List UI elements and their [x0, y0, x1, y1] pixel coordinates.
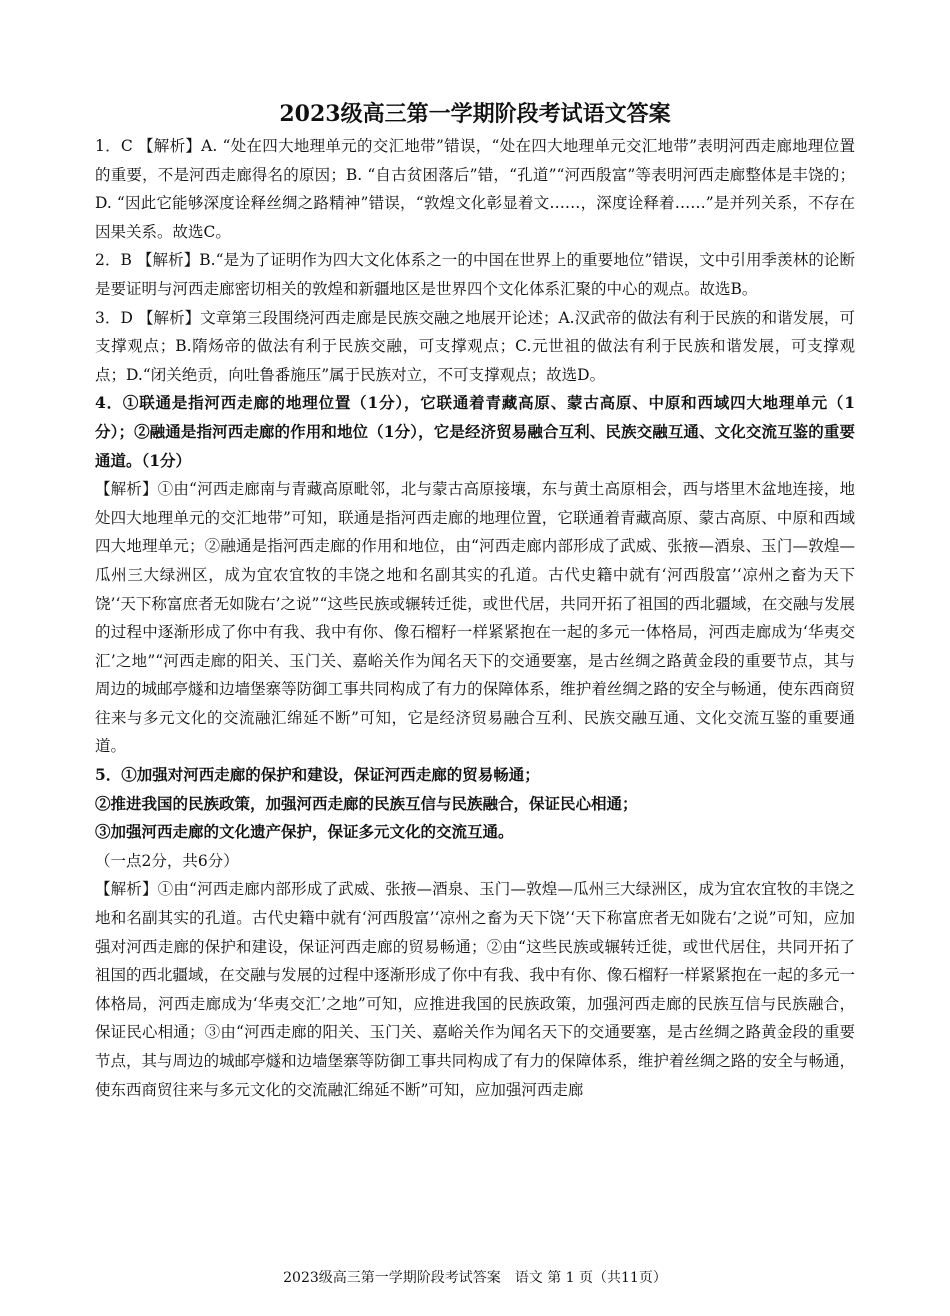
question-5-analysis: 【解析】①由“河西走廊内部形成了武威、张掖—酒泉、玉门—敦煌—瓜州三大绿洲区，成为宜农宜牧的丰饶之地和名副其实的孔道。古代史籍中就有‘河西殷富’‘凉州之畜为天下饶’‘天下称富庶者无如陇右’之说”可知，应加强对河西走廊的保护和建设，保证河西走廊的贸易畅通；②由“这些民族或辗转迁徙，或世代居住，共同开拓了祖国的西北疆域，在交融与发展的过程中逐渐形成了你中有我、我中有你、像石榴籽一样紧紧抱在一起的多元一体格局，河西走廊成为‘华夷交汇’之地”可知，应推进我国的民族政策，加强河西走廊的民族互信与民族融合，保证民心相通；③由“河西走廊的阳关、玉门关、嘉峪关作为闻名天下的交通要塞，是古丝绸之路黄金段的重要节点，其与周边的城邮亭燧和边墙堡寨等防御工事共同构成了有力的保障体系，维护着丝绸之路的安全与畅通，使东西商贸往来与多元文化的交流融汇绵延不断”可知，应加强河西走廊 — [95, 880, 855, 1099]
question-1-answer: 1．C 【解析】A. “处在四大地理单元的交汇地带”错误，“处在四大地理单元交汇地带”表明河西走廊地理位置的重要，不是河西走廊得名的原因；B. “自古贫困落后”错，“孔道”“河西殷富”等表明河西走廊整体是丰饶的；D. “因此它能够深度诠释丝绸之路精神”错误，“敦煌文化彰显着文……，深度诠释着……”是并列关系，不存在因果关系。故选C。 — [95, 137, 855, 241]
question-5-point-2: ②推进我国的民族政策，加强河西走廊的民族互信与民族融合，保证民心相通； — [95, 793, 638, 813]
question-5-point-3: ③加强河西走廊的文化遗产保护，保证多元文化的交流互通。 — [95, 822, 514, 842]
page-title: 2023级高三第一学期阶段考试语文答案 — [279, 101, 671, 127]
question-5-point-1: 5．①加强对河西走廊的保护和建设，保证河西走廊的贸易畅通； — [95, 765, 540, 785]
question-5-score: （一点2分，共6分） — [95, 851, 239, 870]
question-4-analysis: 【解析】①由“河西走廊南与青藏高原毗邻，北与蒙古高原接壤，东与黄土高原相会，西与塔里木盆地连接，地处四大地理单元的交汇地带”可知，联通是指河西走廊的地理位置，它联通着青藏高原、蒙古高原、中原和西域四大地理单元；②融通是指河西走廊的作用和地位，由“河西走廊内部形成了武威、张掖—酒泉、玉门—敦煌—瓜州三大绿洲区，成为宜农宜牧的丰饶之地和名副其实的孔道。古代史籍中就有‘河西殷富’‘凉州之畜为天下饶’‘天下称富庶者无如陇右’之说”“这些民族或辗转迁徙，或世代居，共同开拓了祖国的西北疆域，在交融与发展的过程中逐渐形成了你中有我、我中有你、像石榴籽一样紧紧抱在一起的多元一体格局，河西走廊成为‘华夷交汇’之地”“河西走廊的阳关、玉门关、嘉峪关作为闻名天下的交通要塞，是古丝绸之路黄金段的重要节点，其与周边的城邮亭燧和边墙堡寨等防御工事共同构成了有力的保障体系，维护着丝绸之路的安全与畅通，使东西商贸往来与多元文化的交流融汇绵延不断”可知，它是经济贸易融合互利、民族交融互通、文化交流互鉴的重要通道。 — [95, 480, 855, 756]
question-2-answer: 2．B 【解析】B.“是为了证明作为四大文化体系之一的中国在世界上的重要地位”错误，文中引用季羡林的论断是要证明与河西走廊密切相关的敦煌和新疆地区是世界四个文化体系汇聚的中心的观点。故选B。 — [95, 251, 855, 298]
question-4-answer: 4．①联通是指河西走廊的地理位置（1分），它联通着青藏高原、蒙古高原、中原和西域四大地理单元（1分）；②融通是指河西走廊的作用和地位（1分），它是经济贸易融合互利、民族交融互通、文化交流互鉴的重要通道。（1分） — [95, 393, 855, 470]
answer-page — [95, 100, 855, 1104]
question-3-answer: 3．D 【解析】文章第三段围绕河西走廊是民族交融之地展开论述；A.汉武帝的做法有利于民族的和谐发展，可支撑观点；B.隋炀帝的做法有利于民族交融，可支撑观点；C.元世祖的做法有利于民族和谐发展，可支撑观点；D.“闭关绝贡，向吐鲁番施压”属于民族对立，不可支撑观点；故选D。 — [95, 308, 855, 384]
page-footer: 2023级高三第一学期阶段考试答案 语文 第 1 页（共11页） — [283, 1270, 667, 1286]
